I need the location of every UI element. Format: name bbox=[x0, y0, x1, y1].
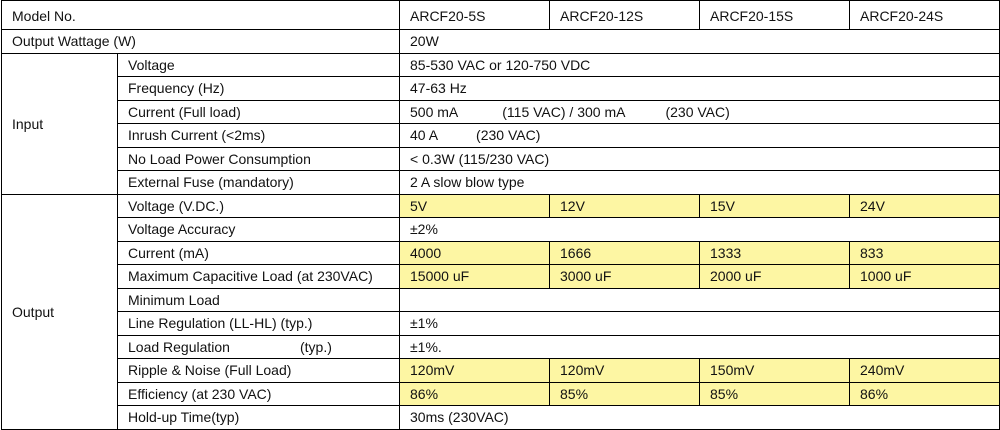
input-voltage-label: Voltage bbox=[118, 53, 400, 77]
wattage-value: 20W bbox=[400, 30, 1000, 54]
output-voltage-15s: 15V bbox=[700, 194, 850, 218]
output-min-load-row bbox=[2, 288, 1000, 312]
output-efficiency-15s: 85% bbox=[700, 382, 850, 406]
output-ripple-label: Ripple & Noise (Full Load) bbox=[118, 359, 400, 383]
output-accuracy-row bbox=[2, 218, 1000, 242]
output-holdup-value: 30ms (230VAC) bbox=[400, 406, 1000, 430]
input-inrush-value bbox=[400, 124, 1000, 148]
output-load-reg-label bbox=[118, 335, 400, 359]
output-ripple-12s: 120mV bbox=[550, 359, 700, 383]
output-voltage-label: Voltage (V.DC.) bbox=[118, 194, 400, 218]
output-efficiency-label: Efficiency (at 230 VAC) bbox=[118, 382, 400, 406]
input-current-value-c: (230 VAC) bbox=[665, 103, 730, 120]
input-fuse-label: External Fuse (mandatory) bbox=[118, 171, 400, 195]
output-ripple-row bbox=[2, 359, 1000, 383]
header-row bbox=[2, 1, 1000, 30]
input-voltage-value: 85-530 VAC or 120-750 VDC bbox=[400, 53, 1000, 77]
output-ripple-15s: 150mV bbox=[700, 359, 850, 383]
spec-table bbox=[1, 0, 1000, 430]
output-ripple-24s: 240mV bbox=[850, 359, 1000, 383]
input-current-value bbox=[400, 100, 1000, 124]
output-group-label: Output bbox=[2, 194, 118, 429]
input-current-label: Current (Full load) bbox=[118, 100, 400, 124]
output-load-reg-label-a: Load Regulation bbox=[128, 338, 230, 355]
input-current-value-a: 500 mA bbox=[410, 103, 459, 120]
output-min-load-label: Minimum Load bbox=[118, 288, 400, 312]
model-5s: ARCF20-5S bbox=[400, 1, 550, 30]
output-current-15s: 1333 bbox=[700, 241, 850, 265]
input-inrush-value-a: 40 A bbox=[410, 127, 439, 144]
output-efficiency-12s: 85% bbox=[550, 382, 700, 406]
wattage-label: Output Wattage (W) bbox=[2, 30, 400, 54]
output-accuracy-value: ±2% bbox=[400, 218, 1000, 242]
input-no-load-label: No Load Power Consumption bbox=[118, 147, 400, 171]
input-frequency-row bbox=[2, 77, 1000, 101]
output-current-12s: 1666 bbox=[550, 241, 700, 265]
input-inrush-value-b: (230 VAC) bbox=[476, 127, 541, 144]
input-group-label: Input bbox=[2, 53, 118, 194]
input-no-load-row bbox=[2, 147, 1000, 171]
input-fuse-value: 2 A slow blow type bbox=[400, 171, 1000, 195]
model-no-label: Model No. bbox=[2, 1, 400, 30]
output-voltage-24s: 24V bbox=[850, 194, 1000, 218]
input-current-value-b: (115 VAC) / 300 mA bbox=[502, 103, 626, 120]
output-current-5s: 4000 bbox=[400, 241, 550, 265]
output-load-reg-value: ±1%. bbox=[400, 335, 1000, 359]
output-capacitive-5s: 15000 uF bbox=[400, 265, 550, 289]
output-capacitive-12s: 3000 uF bbox=[550, 265, 700, 289]
output-holdup-row bbox=[2, 406, 1000, 430]
output-voltage-12s: 12V bbox=[550, 194, 700, 218]
output-holdup-label: Hold-up Time(typ) bbox=[118, 406, 400, 430]
input-current-row bbox=[2, 100, 1000, 124]
output-ripple-5s: 120mV bbox=[400, 359, 550, 383]
output-capacitive-label: Maximum Capacitive Load (at 230VAC) bbox=[118, 265, 400, 289]
input-voltage-row bbox=[2, 53, 1000, 77]
output-load-reg-label-b: (typ.) bbox=[299, 338, 332, 355]
model-12s: ARCF20-12S bbox=[550, 1, 700, 30]
output-load-reg-row bbox=[2, 335, 1000, 359]
model-24s: ARCF20-24S bbox=[850, 1, 1000, 30]
output-current-24s: 833 bbox=[850, 241, 1000, 265]
input-inrush-row bbox=[2, 124, 1000, 148]
input-inrush-label: Inrush Current (<2ms) bbox=[118, 124, 400, 148]
model-15s: ARCF20-15S bbox=[700, 1, 850, 30]
output-line-reg-label: Line Regulation (LL-HL) (typ.) bbox=[118, 312, 400, 336]
output-current-row bbox=[2, 241, 1000, 265]
output-efficiency-24s: 86% bbox=[850, 382, 1000, 406]
output-current-label: Current (mA) bbox=[118, 241, 400, 265]
output-line-reg-value: ±1% bbox=[400, 312, 1000, 336]
input-frequency-value: 47-63 Hz bbox=[400, 77, 1000, 101]
input-frequency-label: Frequency (Hz) bbox=[118, 77, 400, 101]
output-voltage-5s: 5V bbox=[400, 194, 550, 218]
input-fuse-row bbox=[2, 171, 1000, 195]
output-voltage-row bbox=[2, 194, 1000, 218]
output-line-reg-row bbox=[2, 312, 1000, 336]
wattage-row bbox=[2, 30, 1000, 54]
output-efficiency-5s: 86% bbox=[400, 382, 550, 406]
output-efficiency-row bbox=[2, 382, 1000, 406]
output-min-load-value bbox=[400, 288, 1000, 312]
output-capacitive-row bbox=[2, 265, 1000, 289]
output-capacitive-15s: 2000 uF bbox=[700, 265, 850, 289]
output-capacitive-24s: 1000 uF bbox=[850, 265, 1000, 289]
input-no-load-value: < 0.3W (115/230 VAC) bbox=[400, 147, 1000, 171]
output-accuracy-label: Voltage Accuracy bbox=[118, 218, 400, 242]
